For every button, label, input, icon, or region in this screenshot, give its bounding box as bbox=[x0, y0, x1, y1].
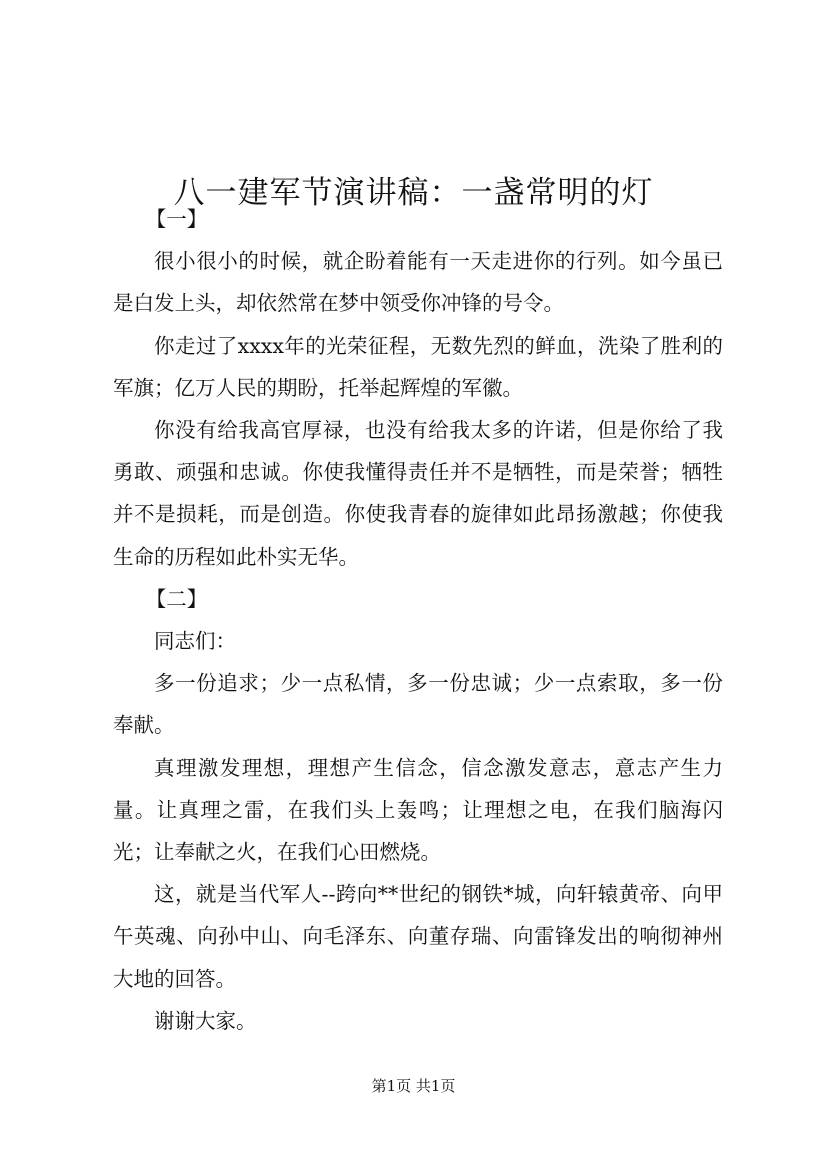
paragraph: 多一份追求；少一点私情，多一份忠诚；少一点索取，多一份奉献。 bbox=[113, 671, 723, 738]
paragraph: 很小很小的时候，就企盼着能有一天走进你的行列。如今虽已是白发上头，却依然常在梦中领受你冲锋的号令。 bbox=[113, 249, 723, 316]
salutation: 同志们： bbox=[154, 629, 236, 654]
section-heading-2: 【二】 bbox=[145, 586, 208, 611]
document-body bbox=[113, 198, 723, 1042]
document-title: 八一建军节演讲稿：一盏常明的灯 bbox=[173, 174, 654, 211]
section-heading-1: 【一】 bbox=[145, 207, 208, 231]
paragraph: 你没有给我高官厚禄，也没有给我太多的许诺，但是你给了我勇敢、顽强和忠诚。你使我懂得责任并不是牺牲，而是荣誉；牺牲并不是损耗，而是创造。你使我青春的旋律如此昂扬激越；你使我生命的历程如此朴实无华。 bbox=[113, 418, 723, 569]
page-footer: 第1页 共1页 bbox=[371, 1077, 456, 1095]
paragraph: 你走过了xxxx年的光荣征程，无数先烈的鲜血，洗染了胜利的军旗；亿万人民的期盼，托举起辉煌的军徽。 bbox=[113, 333, 723, 400]
paragraph: 这，就是当代军人--跨向**世纪的钢铁*城，向轩辕黄帝、向甲午英魂、向孙中山、向毛泽东、向董存瑞、向雷锋发出的响彻神州大地的回答。 bbox=[113, 882, 723, 991]
closing: 谢谢大家。 bbox=[154, 1008, 257, 1033]
paragraph: 真理激发理想，理想产生信念，信念激发意志，意志产生力量。让真理之雷，在我们头上轰鸣；让理想之电，在我们脑海闪光；让奉献之火，在我们心田燃烧。 bbox=[113, 755, 723, 865]
